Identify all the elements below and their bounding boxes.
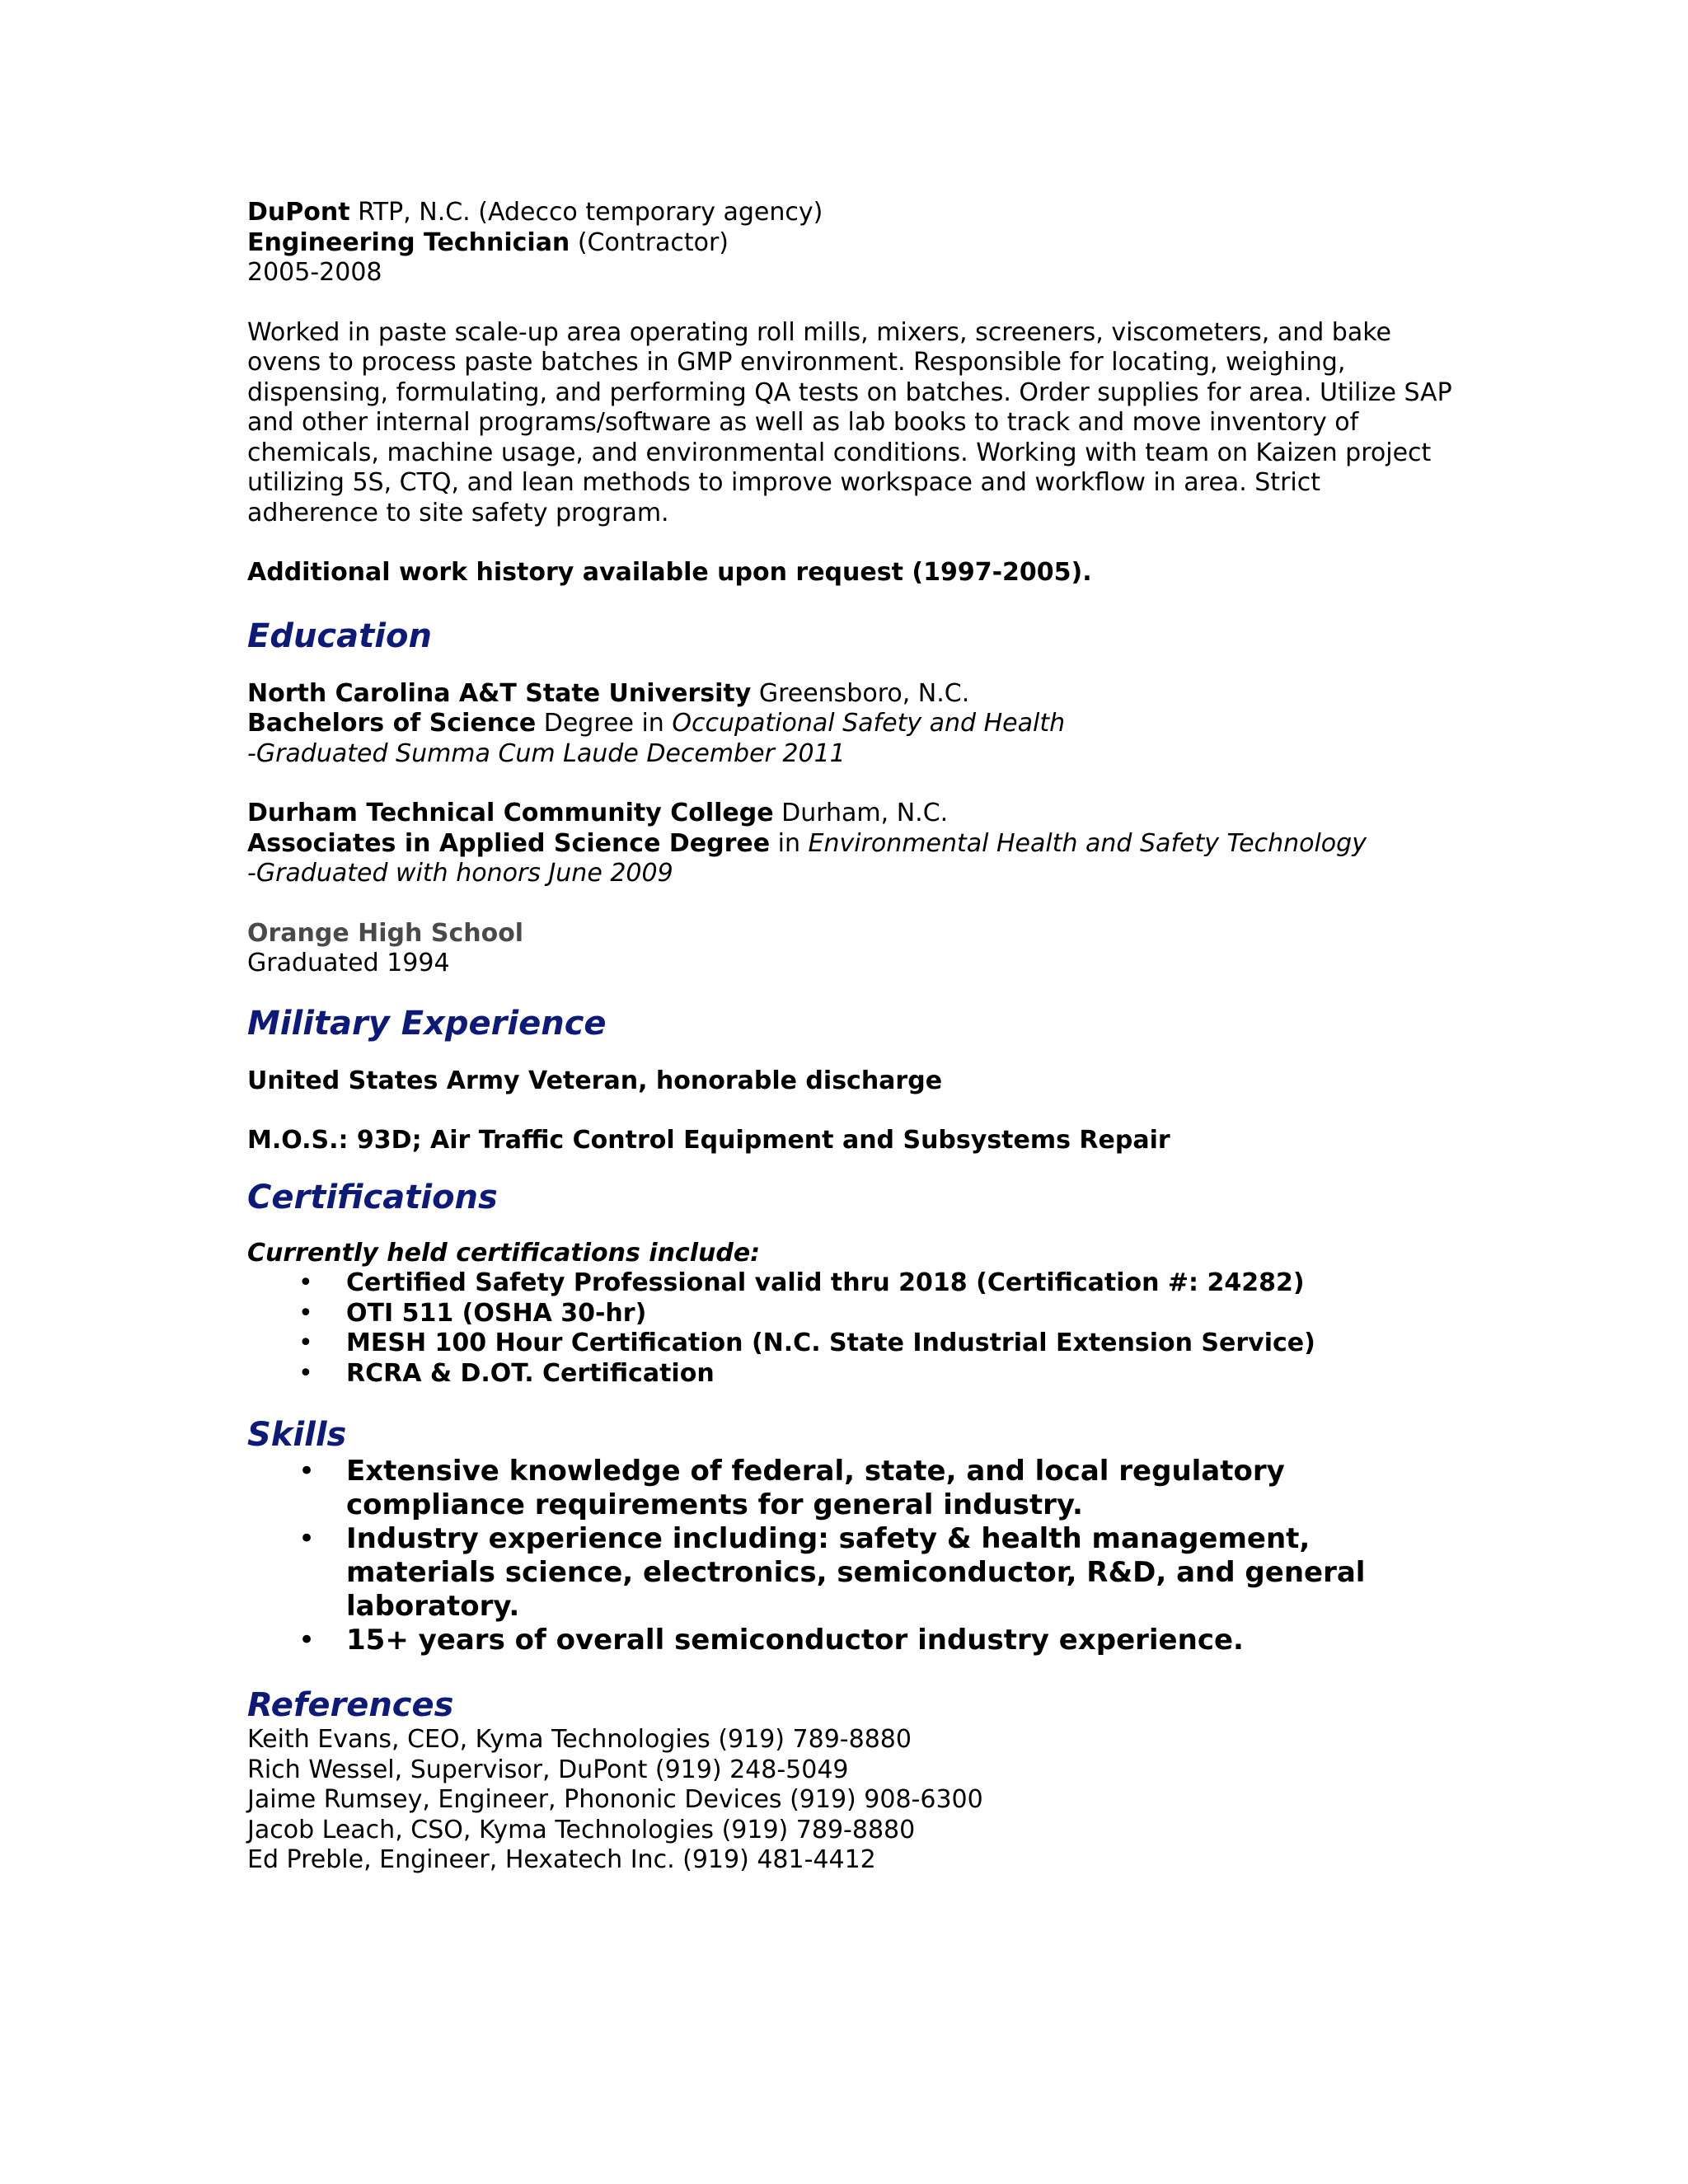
military-mos: M.O.S.: 93D; Air Traffic Control Equipment and Subsystems Repair	[247, 1126, 1170, 1155]
company-location: RTP, N.C. (Adecco temporary agency)	[349, 198, 823, 227]
certification-item: • Certified Safety Professional valid thru 2018 (Certification #: 24282)	[247, 1268, 1459, 1299]
skill-item: • 15+ years of overall semiconductor industry experience.	[247, 1624, 1459, 1657]
job-description: Worked in paste scale-up area operating roll mills, mixers, screeners, viscometers, and bake ovens to process paste batches in GMP environment. Responsible for locating, weighing, dispensing, formulating, and performing QA tests on batches. Order supplies for area. Utilize SAP and other internal programs/software as well as lab books to track and move inventory of chemicals, machine usage, and environmental conditions. Working with team on Kaizen project utilizing 5S, CTQ, and lean methods to improve workspace and workflow in area. Strict adherence to site safety program.	[247, 317, 1452, 527]
school-entry	[247, 679, 1459, 770]
degree-connector: Degree in	[536, 709, 673, 738]
degree-connector: in	[770, 828, 809, 858]
job-header	[247, 198, 1459, 228]
military-heading: Military Experience	[247, 1004, 607, 1043]
school-name: Durham Technical Community College	[247, 799, 774, 827]
reference-item: Keith Evans, CEO, Kyma Technologies (919) 789-8880	[247, 1725, 912, 1754]
certifications-list	[247, 1268, 1459, 1389]
graduation-note: -Graduated Summa Cum Laude December 2011	[247, 738, 846, 768]
skills-heading: Skills	[247, 1416, 347, 1454]
job-title: Engineering Technician	[247, 227, 570, 257]
additional-history-note: Additional work history available upon request (1997-2005).	[247, 558, 1092, 587]
school-name: North Carolina A&T State University	[247, 678, 752, 708]
education-heading: Education	[247, 616, 432, 655]
job-title-line	[247, 228, 1459, 259]
highschool-note: Graduated 1994	[247, 949, 450, 977]
resume-page	[247, 198, 1459, 1876]
highschool-name: Orange High School	[247, 918, 524, 948]
graduation-note: -Graduated with honors June 2009	[247, 859, 673, 888]
job-title-note: (Contractor)	[570, 227, 729, 257]
degree-field: Occupational Safety and Health	[672, 709, 1066, 738]
reference-item: Rich Wessel, Supervisor, DuPont (919) 248-5049	[247, 1755, 849, 1784]
job-years: 2005-2008	[247, 258, 382, 287]
company-name: DuPont	[247, 198, 350, 227]
school-entry	[247, 799, 1459, 889]
reference-item: Jacob Leach, CSO, Kyma Technologies (919) 789-8880	[247, 1815, 916, 1844]
certification-item: • OTI 511 (OSHA 30-hr)	[247, 1299, 1459, 1329]
references-list	[247, 1725, 1459, 1876]
skills-list	[247, 1455, 1459, 1657]
certification-item: • MESH 100 Hour Certification (N.C. State Industrial Extension Service)	[247, 1329, 1459, 1359]
degree-name: Associates in Applied Science Degree	[247, 828, 771, 858]
skill-item: • Industry experience including: safety & health management, materials science, electronics, semiconductor, R&D, and general laboratory.	[247, 1522, 1459, 1624]
military-service: United States Army Veteran, honorable discharge	[247, 1066, 943, 1095]
references-heading: References	[247, 1686, 454, 1724]
certifications-heading: Certifications	[247, 1178, 498, 1216]
certification-item: • RCRA & D.OT. Certification	[247, 1359, 1459, 1390]
highschool-entry	[247, 919, 1459, 979]
degree-name: Bachelors of Science	[247, 709, 537, 738]
school-location: Durham, N.C.	[773, 799, 949, 827]
school-location: Greensboro, N.C.	[751, 678, 970, 708]
skill-item: • Extensive knowledge of federal, state, and local regulatory compliance requirements for general industry.	[247, 1455, 1459, 1522]
reference-item: Ed Preble, Engineer, Hexatech Inc. (919) 481-4412	[247, 1845, 876, 1874]
reference-item: Jaime Rumsey, Engineer, Phononic Devices (919) 908-6300	[247, 1785, 983, 1814]
degree-field: Environmental Health and Safety Technology	[808, 828, 1367, 858]
certifications-intro: Currently held certifications include:	[247, 1238, 761, 1268]
